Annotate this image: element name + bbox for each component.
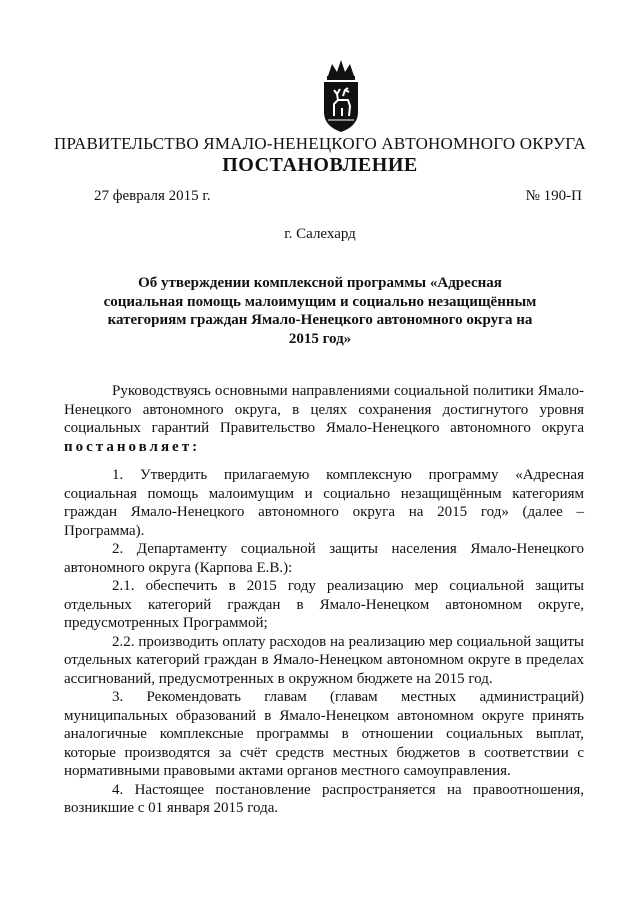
document-type: ПОСТАНОВЛЕНИЕ [222,154,418,176]
preamble [64,382,584,456]
document-title: Об утверждении комплексной программы «Адресная социальная помощь малоимущим и социально незащищённым категориям граждан Ямало-Ненецкого автономного округа на 2015 год» [103,275,537,347]
resolution-items [64,466,584,818]
resolution-item: 4. Настоящее постановление распространяется на правоотношения, возникшие с 01 января 2015 года. [64,781,584,816]
resolution-item: 1. Утвердить прилагаемую комплексную программу «Адресная социальная помощь малоимущим и социально незащищённым категориям граждан Ямало-Ненецкого автономного округа на 2015 год» (далее – Программа). [64,467,584,539]
resolution-item: 2.1. обеспечить в 2015 году реализацию мер социальной защиты отдельных категорий граждан в Ямало-Ненецком автономном округе, предусмотренных Программой; [64,578,584,631]
resolution-item: 2.2. производить оплату расходов на реализацию мер социальной защиты отдельных категорий граждан в Ямало-Ненецком автономном округе в пределах ассигнований, предусмотренных в окружном бюджете на 2015 год. [64,633,584,687]
preamble-text: Руководствуясь основными направлениями социальной политики Ямало-Ненецкого автономного округа, в целях сохранения достигнутого уровня социальных гарантий Правительство Ямало-Ненецкого автономного округа [64,383,584,436]
preamble-keyword: постановляет: [64,438,201,455]
resolution-item: 2. Департаменту социальной защиты населения Ямало-Ненецкого автономного округа (Карпова Е.В.): [64,541,584,576]
yamal-coat-of-arms-icon [318,56,364,134]
document-number: № 190-П [525,188,582,204]
government-name: ПРАВИТЕЛЬСТВО ЯМАЛО-НЕНЕЦКОГО АВТОНОМНОГО ОКРУГА [54,134,586,153]
resolution-item: 3. Рекомендовать главам (главам местных администраций) муниципальных образований в Ямало-Ненецком автономном округе принять аналогичные комплексные программы в отношении социальных выплат, которые производятся за счёт средств местных бюджетов в соответствии с нормативными правовыми актами органов местного самоуправления. [64,689,584,779]
document-date: 27 февраля 2015 г. [94,188,211,204]
document-city: г. Салехард [284,226,356,242]
